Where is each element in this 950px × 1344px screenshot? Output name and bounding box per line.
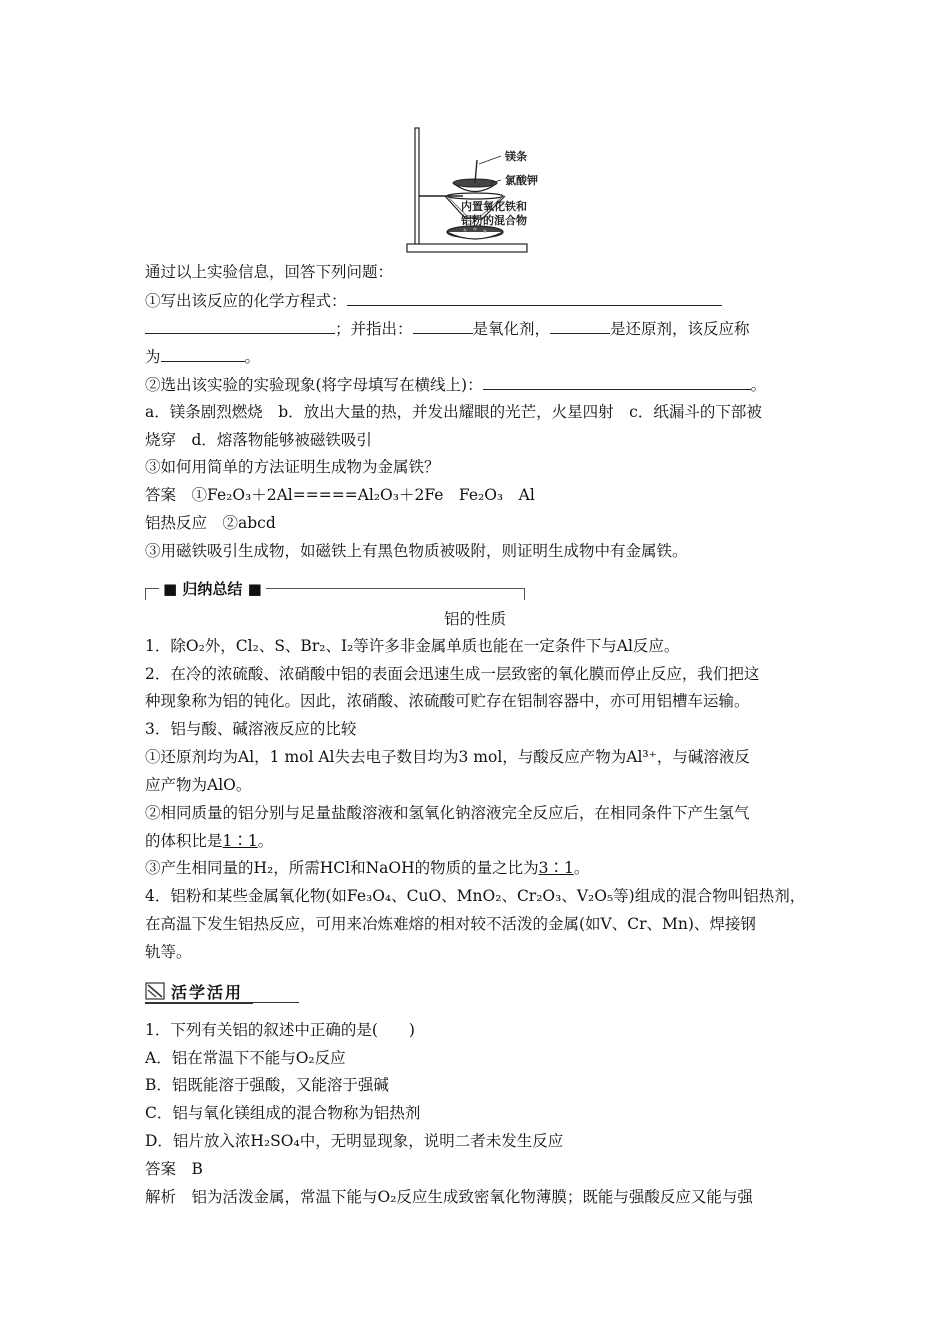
- reductant-text: 是还原剂，该反应称: [610, 320, 750, 338]
- summary-point-2b: 种现象称为铝的钝化。因此，浓硝酸、浓硫酸可贮存在铝制容器中，亦可用铝槽车运输。: [145, 692, 750, 710]
- figure-label-kclo3: 氯酸钾: [505, 174, 538, 187]
- volume-ratio-prefix: 的体积比是: [145, 832, 223, 850]
- acid-base-ratio-end: 。: [573, 859, 590, 877]
- question-1-line-1: [145, 288, 722, 313]
- question-2-text: ②选出该实验的实验现象(将字母填写在横线上)：: [145, 376, 483, 394]
- equation-blank[interactable]: [347, 288, 722, 306]
- acid-base-ratio-prefix: ③产生相同量的H₂，所需HCl和NaOH的物质的量之比为: [145, 859, 539, 877]
- summary-title: 铝的性质: [443, 610, 506, 628]
- practice-question: 1．下列有关铝的叙述中正确的是( ): [145, 1021, 415, 1039]
- question-1-prefix: ①写出该反应的化学方程式：: [145, 292, 347, 310]
- answer-equation: ①Fe₂O₃＋2Al=====Al₂O₃＋2Fe Fe₂O₃ Al: [191, 486, 535, 504]
- summary-point-3-3: [145, 856, 589, 880]
- reaction-name-end: 。: [244, 348, 261, 366]
- slash-box-icon: [145, 982, 165, 1000]
- phenomena-blank[interactable]: [483, 372, 751, 390]
- summary-point-3-2b: [145, 829, 273, 853]
- answer-label: 答案: [145, 486, 177, 504]
- thermite-apparatus-figure: [405, 126, 555, 254]
- question-2: [145, 372, 766, 397]
- oxidant-blank[interactable]: [413, 316, 473, 334]
- summary-point-1: 1．除O₂外，Cl₂、S、Br₂、I₂等许多非金属单质也能在一定条件下与Al反应。: [145, 637, 680, 655]
- acid-base-ratio-answer: 3∶1: [538, 859, 574, 877]
- oxidant-text: 是氧化剂，: [472, 320, 551, 338]
- volume-ratio-answer: 1∶1: [222, 832, 258, 850]
- intro-text: 通过以上实验信息，回答下列问题：: [145, 263, 394, 281]
- options-line-1: a．镁条剧烈燃烧 b．放出大量的热，并发出耀眼的光芒，火星四射 c．纸漏斗的下部被: [145, 403, 762, 421]
- equation-blank-continued[interactable]: [145, 316, 335, 334]
- summary-section-header: [145, 578, 525, 600]
- summary-point-2a: 2．在冷的浓硫酸、浓硝酸中铝的表面会迅速生成一层致密的氧化膜而停止反应，我们把这: [145, 665, 760, 683]
- volume-ratio-end: 。: [257, 832, 274, 850]
- figure-label-mixture-2: 铝粉的混合物: [461, 214, 527, 227]
- summary-point-3-2a: ②相同质量的铝分别与足量盐酸溶液和氢氧化钠溶液完全反应后，在相同条件下产生氢气: [145, 804, 750, 822]
- reductant-blank[interactable]: [550, 316, 610, 334]
- summary-point-4c: 轨等。: [145, 943, 192, 961]
- practice-option-c: C．铝与氧化镁组成的混合物称为铝热剂: [145, 1104, 421, 1122]
- summary-point-3-1a: ①还原剂均为Al，1 mol Al失去电子数目均为3 mol，与酸反应产物为Al³⁺，与碱溶液反: [145, 748, 750, 766]
- reaction-name-prefix: 为: [145, 348, 161, 366]
- practice-option-b: B．铝既能溶于强酸，又能溶于强碱: [145, 1076, 389, 1094]
- practice-option-a: A．铝在常温下不能与O₂反应: [145, 1049, 346, 1067]
- answer-line-1: [145, 483, 535, 507]
- summary-header-label: ■ 归纳总结 ■: [159, 578, 266, 599]
- practice-analysis: 解析 铝为活泼金属，常温下能与O₂反应生成致密氧化物薄膜；既能与强酸反应又能与强: [145, 1188, 753, 1206]
- options-line-2: 烧穿 d．熔落物能够被磁铁吸引: [145, 431, 372, 449]
- question-1-separator: ；并指出：: [335, 320, 413, 338]
- figure-label-magnesium: 镁条: [505, 150, 527, 163]
- reaction-name-blank[interactable]: [161, 344, 245, 362]
- practice-section-header: [145, 980, 305, 1004]
- summary-point-3-1b: 应产物为AlO。: [145, 776, 252, 794]
- practice-answer: 答案 B: [145, 1160, 203, 1178]
- question-2-end: 。: [750, 376, 767, 394]
- practice-header-label: 活学活用: [171, 983, 244, 1002]
- figure-label-mixture-1: 内置氧化铁和: [461, 200, 527, 213]
- question-1-line-3: [145, 344, 260, 369]
- question-3: ③如何用简单的方法证明生成物为金属铁？: [145, 458, 440, 476]
- summary-point-4b: 在高温下发生铝热反应，可用来冶炼难熔的相对较不活泼的金属(如V、Cr、Mn)、焊接钢: [145, 915, 756, 933]
- practice-option-d: D．铝片放入浓H₂SO₄中，无明显现象，说明二者未发生反应: [145, 1132, 564, 1150]
- answer-line-3: ③用磁铁吸引生成物，如磁铁上有黑色物质被吸附，则证明生成物中有金属铁。: [145, 542, 688, 560]
- question-1-line-2: [145, 316, 750, 341]
- answer-line-2: 铝热反应 ②abcd: [145, 514, 276, 532]
- summary-point-4a: 4．铝粉和某些金属氧化物(如Fe₃O₄、CuO、MnO₂、Cr₂O₃、V₂O₅等)组成的混合物叫铝热剂，: [145, 887, 806, 905]
- summary-point-3: 3．铝与酸、碱溶液反应的比较: [145, 720, 357, 738]
